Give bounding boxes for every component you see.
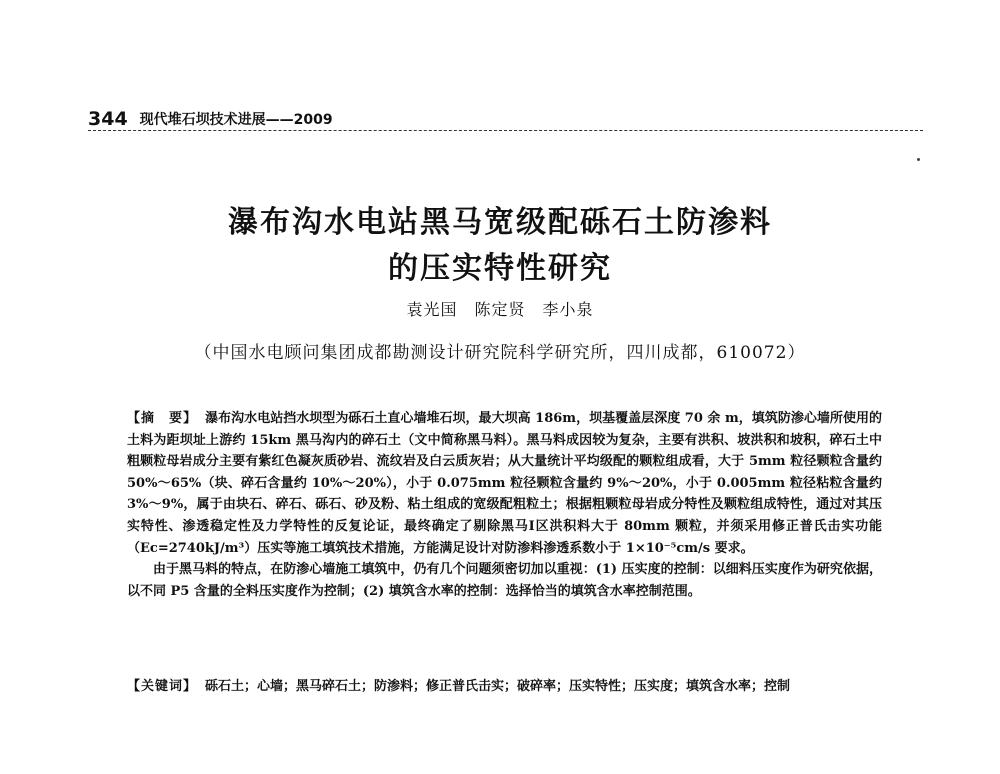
scan-speck <box>917 158 920 161</box>
affiliation: （中国水电顾问集团成都勘测设计研究院科学研究所，四川成都，610072） <box>194 343 806 363</box>
page-header <box>88 102 923 131</box>
keywords-label: 【关键词】 <box>127 679 198 694</box>
authors: 袁光国 陈定贤 李小泉 <box>406 300 594 319</box>
abstract-paragraph-2: 由于黑马料的特点，在防渗心墙施工填筑中，仍有几个问题须密切加以重视：(1) 压实度的控制：以细料压实度作为研究依据，以不同 P5 含量的全料压实度作为控制；(2) 填筑含水率的控制：选择恰当的填筑含水率控制范围。 <box>127 562 882 599</box>
keywords-text: 砾石土；心墙；黑马碎石土；防渗料；修正普氏击实；破碎率；压实特性；压实度；填筑含水率；控制 <box>205 679 791 694</box>
abstract-text: 瀑布沟水电站挡水坝型为砾石土直心墙堆石坝，最大坝高 186m，坝基覆盖层深度 70 余 m，填筑防渗心墙所使用的土料为距坝址上游约 15km 黑马沟内的碎石土（文中简称黑马料）。黑马料成因较为复杂，主要有洪积、坡洪积和坡积，碎石土中粗颗粒母岩成分主要有紫红色凝灰质砂岩、流纹岩及白云质灰岩；从大量统计平均级配的颗粒组成看，大于 5mm 粒径颗粒含量约 50%～65%（块、碎石含量约 10%～20%），小于 0.075mm 粒径颗粒含量约 9%～20%，小于 0.005mm 粒径粘粒含量约 3%～9%，属于由块石、碎石、砾石、砂及粉、粘土组成的宽级配粗粒土；根据粗颗粒母岩成分特性及颗粒组成特性，通过对其压实特性、渗透稳定性及力学特性的反复论证，最终确定了剔除黑马Ⅰ区洪积料大于 80mm 颗粒，并须采用修正普氏击实功能（Ec=2740kJ/m³）压实等施工填筑技术措施，方能满足设计对防渗料渗透系数小于 1×10⁻⁵cm/s 要求。 <box>127 411 882 556</box>
page-number: 344 <box>88 108 128 130</box>
abstract <box>127 408 882 602</box>
abstract-paragraph-1 <box>127 408 882 559</box>
paper-title-line-1: 瀑布沟水电站黑马宽级配砾石土防渗料 <box>228 205 772 240</box>
journal-title: 现代堆石坝技术进展——2009 <box>139 112 333 128</box>
abstract-label: 【摘 要】 <box>127 411 198 426</box>
paper-title-line-2: 的压实特性研究 <box>388 251 612 286</box>
keywords <box>127 676 882 698</box>
